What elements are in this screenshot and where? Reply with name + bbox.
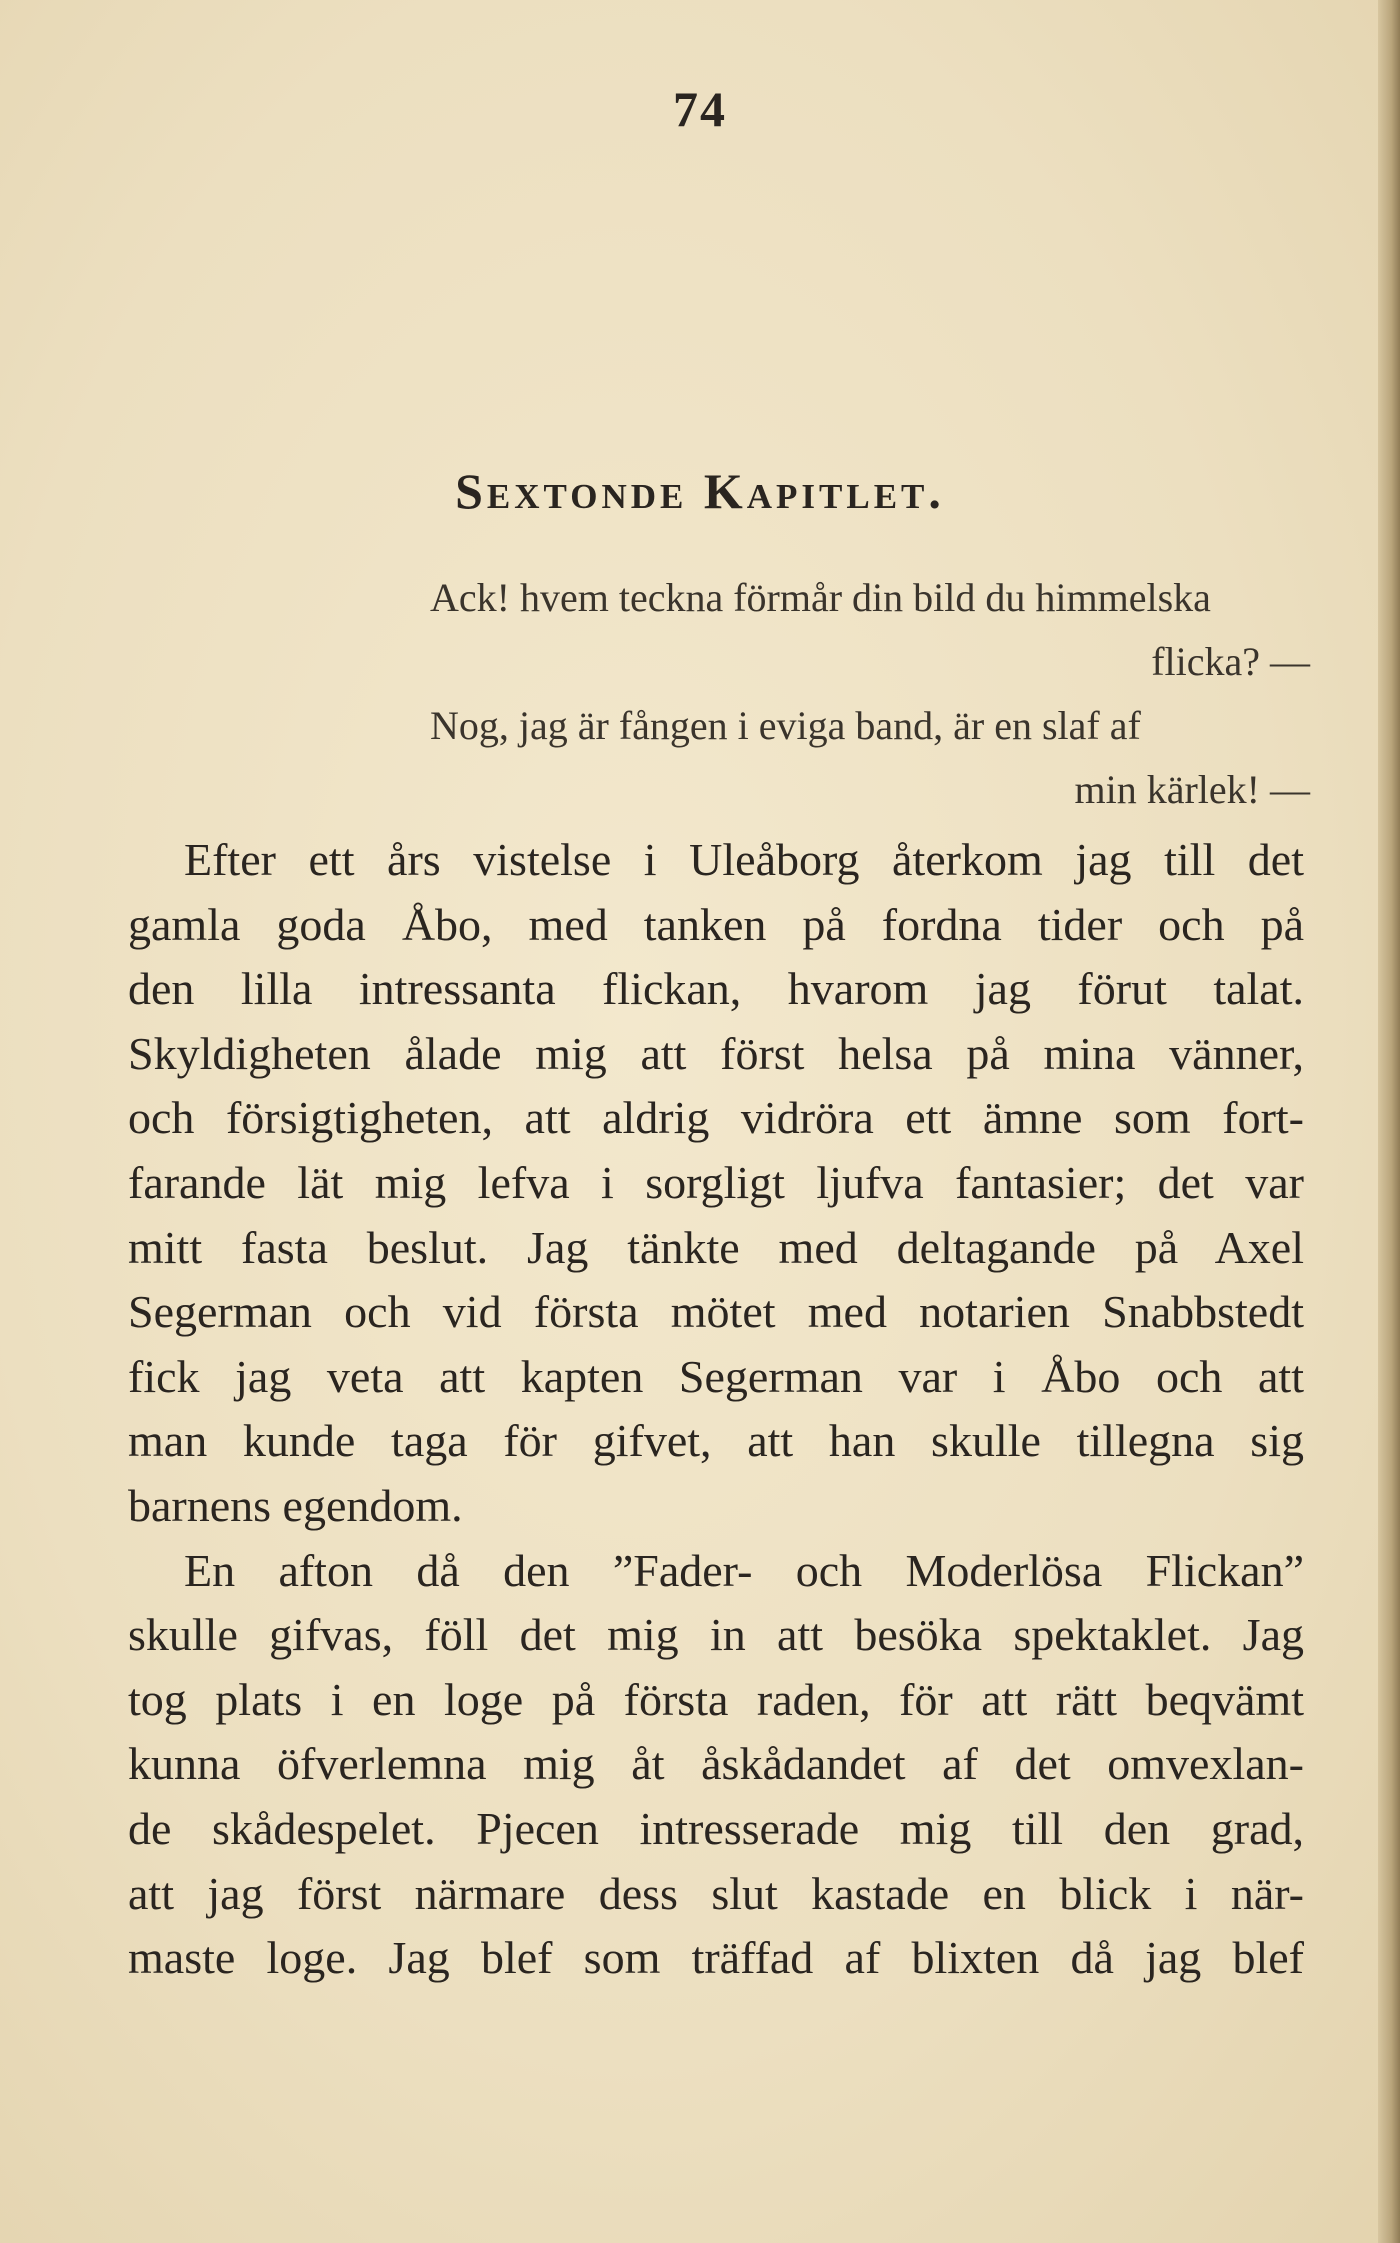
- text-line: tog plats i en loge på första raden, för att rätt beqvämt: [128, 1673, 1304, 1725]
- text-line: skulle gifvas, föll det mig in att besöka spektaklet. Jag: [128, 1609, 1304, 1661]
- epigraph-line: flicka? —: [1151, 639, 1310, 684]
- text-line: den lilla intressanta flickan, hvarom jag förut talat.: [128, 963, 1304, 1015]
- text-line: kunna öfverlemna mig åt åskådandet af det omvexlan-: [128, 1738, 1304, 1790]
- text-line: och försigtigheten, att aldrig vidröra ett ämne som fort-: [128, 1092, 1304, 1144]
- text-line: Segerman och vid första mötet med notarien Snabbstedt: [128, 1286, 1304, 1338]
- text-line: Efter ett års vistelse i Uleåborg återkom jag till det: [184, 834, 1304, 885]
- epigraph-line: min kärlek! —: [1074, 767, 1310, 812]
- text-line: fick jag veta att kapten Segerman var i Åbo och att: [128, 1350, 1304, 1402]
- text-line: man kunde taga för gifvet, att han skulle tillegna sig: [128, 1415, 1304, 1467]
- text-line: mitt fasta beslut. Jag tänkte med deltagande på Axel: [128, 1221, 1304, 1273]
- text-line: farande lät mig lefva i sorgligt ljufva fantasier; det var: [128, 1156, 1304, 1208]
- text-line: gamla goda Åbo, med tanken på fordna tider och på: [128, 898, 1304, 950]
- epigraph-line: Nog, jag är fången i eviga band, är en slaf af: [430, 703, 1141, 748]
- epigraph: [430, 566, 1310, 822]
- text-line: Skyldigheten ålade mig att först helsa på mina vänner,: [128, 1027, 1304, 1079]
- text-line: barnens egendom.: [128, 1479, 463, 1531]
- page-number: 74: [673, 81, 727, 137]
- text-line: En afton då den ”Fader- och Moderlösa Flickan”: [184, 1544, 1304, 1596]
- chapter-title: Sextonde Kapitlet.: [455, 463, 945, 519]
- epigraph-line: Ack! hvem teckna förmår din bild du himmelska: [430, 575, 1211, 620]
- text-line: de skådespelet. Pjecen intresserade mig till den grad,: [128, 1802, 1304, 1854]
- text-line: maste loge. Jag blef som träffad af blixten då jag blef: [128, 1932, 1304, 1984]
- page-edge: [1378, 0, 1400, 2243]
- text-line: att jag först närmare dess slut kastade en blick i när-: [128, 1867, 1304, 1919]
- body-text: [128, 828, 1304, 1991]
